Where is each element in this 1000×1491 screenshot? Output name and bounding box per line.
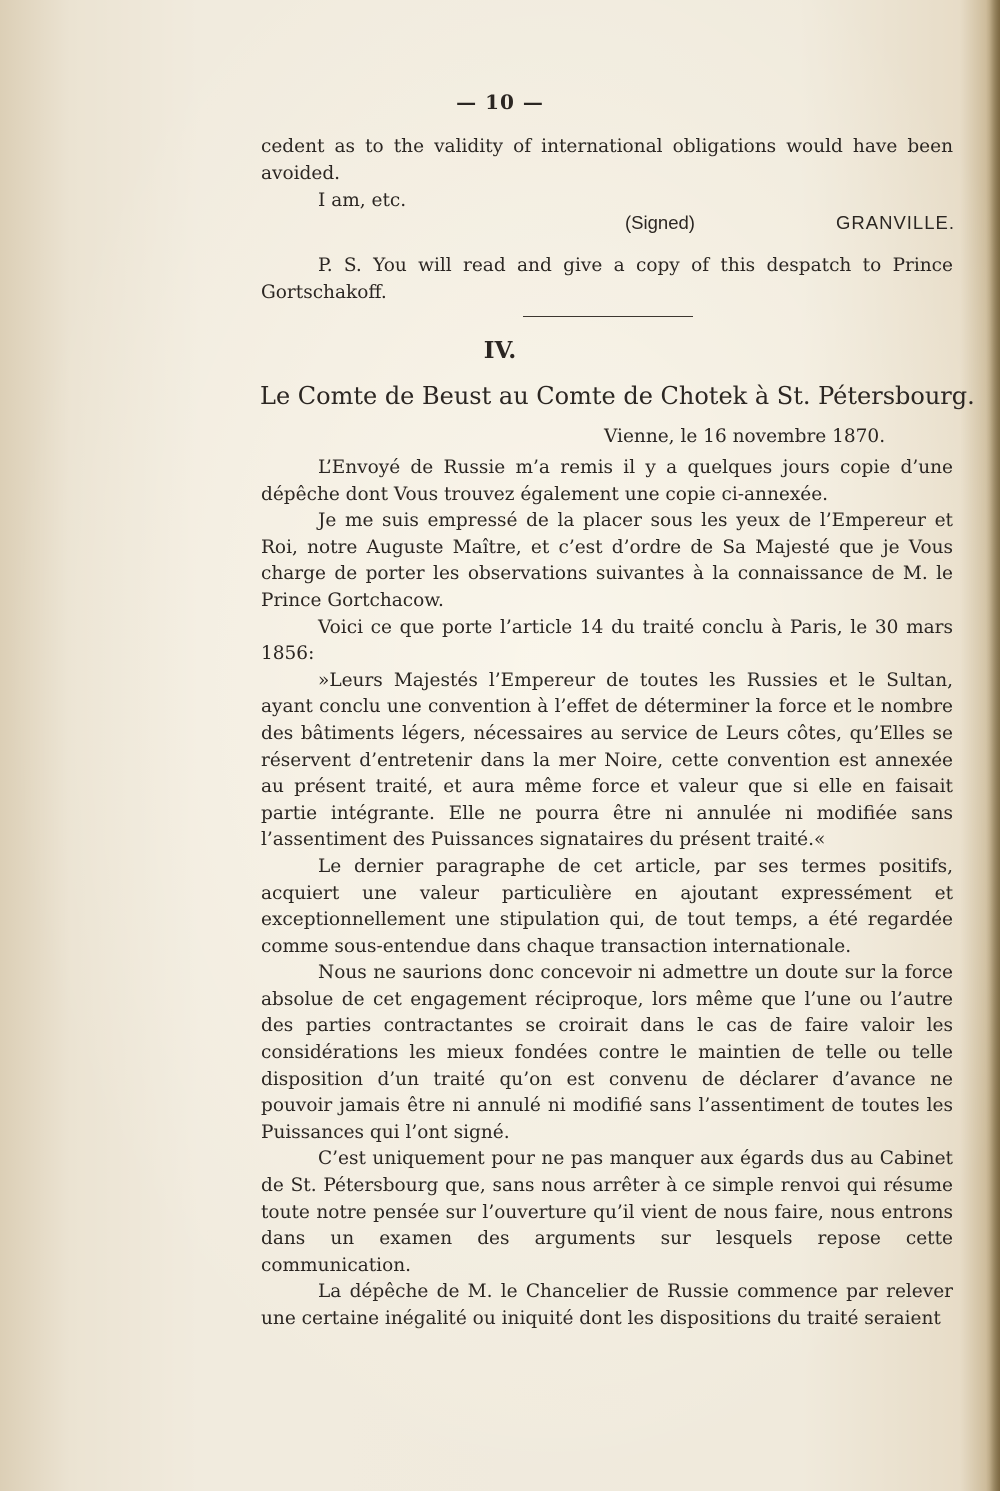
body-paragraph: C’est uniquement pour ne pas manquer aux égards dus au Cabinet de St. Pétersbourg que, sans nous arrêter à ce simple renvoi qui résume toute notre pensée sur l’ouverture qu’il vient de nous faire, nous entrons dans un examen des arguments sur lesquels repose cette communication. (261, 1148, 953, 1276)
page-number-value: 10 (485, 90, 515, 114)
signatory-name: GRANVILLE. (836, 212, 955, 233)
letter-dateline: Vienne, le 16 novembre 1870. (604, 426, 886, 447)
section-number: IV. (483, 337, 517, 364)
page-edge-shadow (986, 0, 1000, 1491)
page-number-dash-left: — (456, 90, 478, 114)
signed-label: (Signed) (625, 212, 695, 233)
signature-line (625, 212, 955, 234)
intro-block (261, 134, 953, 215)
intro-paragraph: cedent as to the validity of international obligations would have been avoided. (261, 136, 953, 184)
quoted-article-paragraph: »Leurs Majestés l’Empereur de toutes les Russies et le Sultan, ayant conclu une convention à l’effet de déterminer la force et le nombre des bâtiments légers, nécessaires au service de Leurs côtes, qu’Elles se réservent d’entretenir dans la mer Noire, cette convention est annexée au présent traité, et aura même force et valeur que si elle en faisait partie intégrante. Elle ne pourra être ni annulée ni modifiée sans l’assentiment des Puissances signataires du présent traité.« (261, 669, 953, 851)
body-paragraph: Nous ne saurions donc concevoir ni admettre un doute sur la force absolue de cet engagement réciproque, lors même que l’une ou l’autre des parties contractantes se croirait dans le cas de faire valoir les considérations les mieux fondées contre le maintien de telle ou telle disposition d’un traité qu’on est convenu de déclarer d’avance ne pouvoir jamais être ni annulé ni modifié sans l’assentiment de toutes les Puissances qui l’ont signé. (261, 962, 953, 1143)
body-paragraph: Le dernier paragraphe de cet article, par ses termes positifs, acquiert une valeur particulière en ajoutant expressément et exceptionnellement une stipulation qui, de tout temps, a été regardée comme sous-entendue dans chaque transaction internationale. (261, 855, 953, 957)
postscript-block (261, 253, 953, 306)
body-paragraph: Je me suis empressé de la placer sous les yeux de l’Empereur et Roi, notre Auguste Maître, et c’est d’ordre de Sa Majesté que je Vous charge de porter les observations suivantes à la connaissance de M. le Prince Gortchacow. (261, 510, 953, 611)
body-paragraph: La dépêche de M. le Chancelier de Russie commence par relever une certaine inégalité ou iniquité dont les dispositions du traité seraient (261, 1281, 953, 1329)
letter-heading: Le Comte de Beust au Comte de Chotek à St. Pétersbourg. (260, 382, 975, 410)
section-divider (523, 316, 693, 317)
body-paragraph: L’Envoyé de Russie m’a remis il y a quelques jours copie d’une dépêche dont Vous trouvez également une copie ci-annexée. (261, 457, 953, 505)
postscript: P. S. You will read and give a copy of this despatch to Prince Gortschakoff. (261, 255, 953, 303)
body-paragraph: Voici ce que porte l’article 14 du traité conclu à Paris, le 30 mars 1856: (261, 616, 953, 665)
page-number (0, 90, 1000, 114)
letter-body (261, 455, 953, 1333)
closing-line: I am, etc. (318, 190, 407, 212)
page-number-dash-right: — (522, 90, 544, 114)
